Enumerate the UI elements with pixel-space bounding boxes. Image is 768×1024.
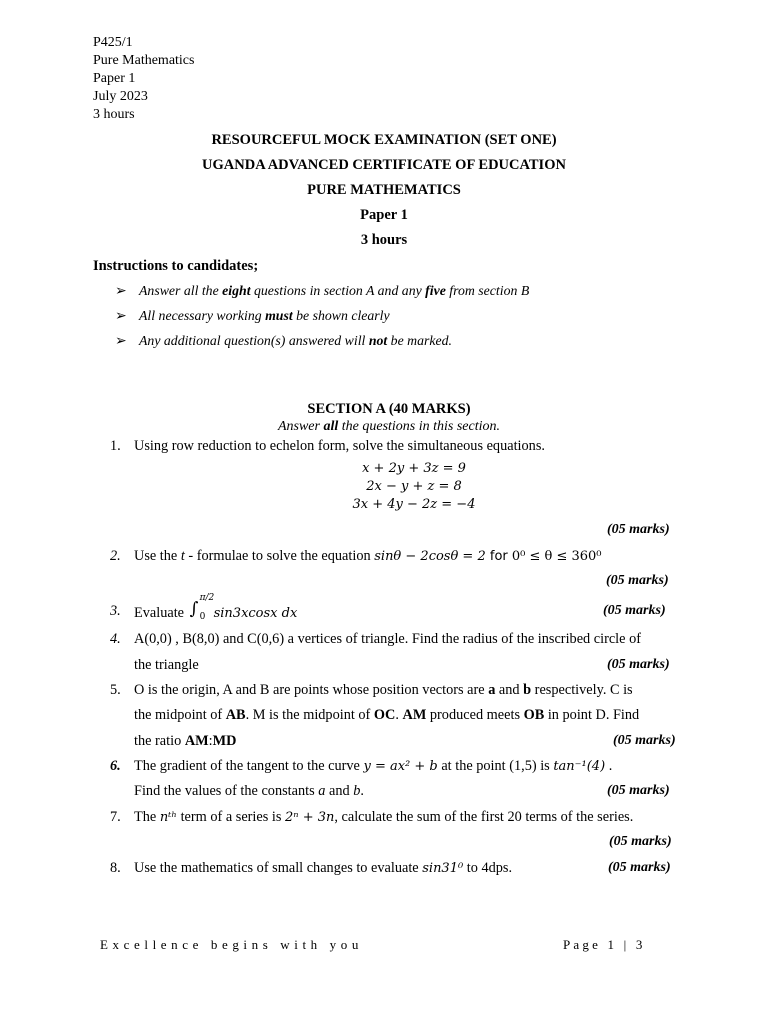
q5-number: 5. bbox=[110, 682, 121, 698]
q2-number: 2. bbox=[110, 548, 121, 564]
q2-marks: (05 marks) bbox=[606, 573, 669, 588]
q6-number: 6. bbox=[110, 758, 121, 774]
q4-text-line1: A(0,0) , B(8,0) and C(0,6) a vertices of triangle. Find the radius of the inscribed circle of bbox=[134, 631, 641, 647]
instructions-heading: Instructions to candidates; bbox=[93, 258, 259, 274]
q7-marks: (05 marks) bbox=[609, 834, 672, 849]
q5-text-line1: O is the origin, A and B are points whose position vectors are a and b respectively. C is bbox=[134, 682, 633, 698]
q8-marks: (05 marks) bbox=[608, 860, 671, 875]
q6-text-line1: The gradient of the tangent to the curve y = ax² + b at the point (1,5) is tan⁻¹(4) . bbox=[134, 758, 613, 774]
paper-number: Paper 1 bbox=[93, 71, 136, 86]
q1-equation-1: x + 2y + 3z = 9 bbox=[362, 461, 466, 476]
paper-code: P425/1 bbox=[93, 35, 133, 50]
paper-header bbox=[93, 34, 194, 124]
paper-subject: Pure Mathematics bbox=[93, 53, 195, 68]
arrow-bullet-icon: ➢ bbox=[115, 333, 127, 348]
paper-date: July 2023 bbox=[93, 89, 148, 104]
q4-marks: (05 marks) bbox=[607, 657, 670, 672]
q4-text-line2: the triangle bbox=[134, 657, 199, 673]
q8-number: 8. bbox=[110, 860, 121, 876]
q5-marks: (05 marks) bbox=[613, 733, 676, 748]
q7-number: 7. bbox=[110, 809, 121, 825]
q7-text: The nᵗʰ term of a series is 2ⁿ + 3n, calculate the sum of the first 20 terms of the series. bbox=[134, 809, 634, 825]
q3-text: Evaluate ∫ π/2 0 sin3xcosx dx bbox=[134, 593, 298, 622]
duration-title: 3 hours bbox=[360, 232, 408, 248]
board-title: UGANDA ADVANCED CERTIFICATE OF EDUCATION bbox=[202, 157, 566, 173]
paper-duration: 3 hours bbox=[93, 107, 135, 122]
instruction-3: ➢ Any additional question(s) answered will not be marked. bbox=[115, 333, 452, 348]
integral-sign: ∫ bbox=[189, 599, 199, 619]
q1-equation-2: 2x − y + z = 8 bbox=[366, 479, 462, 494]
paper-title: Paper 1 bbox=[360, 207, 408, 223]
q2-text: Use the t - formulae to solve the equation sinθ − 2cosθ = 2 for 0⁰ ≤ θ ≤ 360⁰ bbox=[134, 548, 602, 564]
page-number: Page 1 | 3 bbox=[563, 937, 646, 952]
section-a-subtitle: Answer all the questions in this section. bbox=[277, 419, 501, 434]
section-a-title: SECTION A (40 MARKS) bbox=[307, 401, 471, 417]
q8-text: Use the mathematics of small changes to evaluate sin31⁰ to 4dps. bbox=[134, 860, 513, 876]
q4-number: 4. bbox=[110, 631, 121, 647]
footer-motto: Excellence begins with you bbox=[100, 937, 363, 952]
exam-title: RESOURCEFUL MOCK EXAMINATION (SET ONE) bbox=[211, 132, 557, 148]
q5-text-line2: the midpoint of AB. M is the midpoint of OC. AM produced meets OB in point D. Find bbox=[134, 707, 640, 723]
integral-upper-limit: π/2 bbox=[199, 593, 215, 603]
integral-lower-limit: 0 bbox=[199, 612, 206, 622]
q6-text-line2: Find the values of the constants a and b. bbox=[134, 783, 364, 799]
q6-marks: (05 marks) bbox=[607, 783, 670, 798]
instruction-1: ➢ Answer all the eight questions in section A and any five from section B bbox=[115, 283, 530, 298]
q3-marks: (05 marks) bbox=[603, 603, 666, 618]
q3-number: 3. bbox=[110, 603, 121, 619]
q1-marks: (05 marks) bbox=[607, 522, 670, 537]
q1-equation-3: 3x + 4y − 2z = −4 bbox=[352, 497, 476, 512]
subject-title: PURE MATHEMATICS bbox=[307, 182, 461, 198]
arrow-bullet-icon: ➢ bbox=[115, 308, 127, 323]
instruction-2: ➢ All necessary working must be shown clearly bbox=[115, 308, 390, 323]
q1-text: Using row reduction to echelon form, solve the simultaneous equations. bbox=[134, 438, 545, 454]
q1-number: 1. bbox=[110, 438, 121, 454]
q5-text-line3: the ratio AM:MD bbox=[134, 733, 237, 749]
arrow-bullet-icon: ➢ bbox=[115, 283, 127, 298]
